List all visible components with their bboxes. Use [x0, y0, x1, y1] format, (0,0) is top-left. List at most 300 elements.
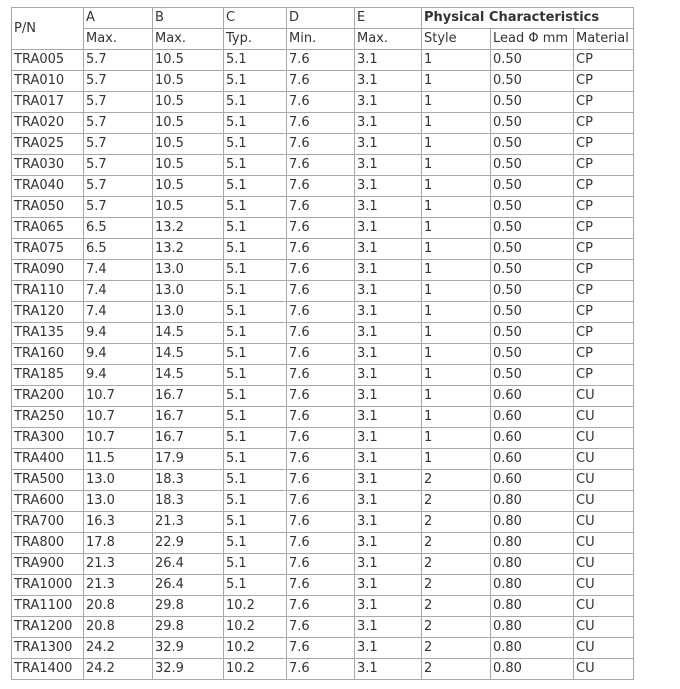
- material-cell: CU: [574, 449, 634, 470]
- a-max-cell: 17.8: [84, 533, 153, 554]
- e-max-cell: 3.1: [355, 596, 422, 617]
- material-cell: CU: [574, 659, 634, 680]
- d-min-cell: 7.6: [287, 512, 355, 533]
- table-row: [12, 512, 634, 533]
- col-c-header: C: [224, 8, 287, 29]
- a-max-cell: 10.7: [84, 386, 153, 407]
- pn-cell: TRA1000: [12, 575, 84, 596]
- b-max-cell: 10.5: [153, 92, 224, 113]
- b-max-cell: 16.7: [153, 428, 224, 449]
- style-cell: 1: [422, 155, 491, 176]
- style-cell: 2: [422, 659, 491, 680]
- material-cell: CP: [574, 323, 634, 344]
- a-max-cell: 9.4: [84, 323, 153, 344]
- d-min-cell: 7.6: [287, 365, 355, 386]
- e-max-cell: 3.1: [355, 50, 422, 71]
- table-row: [12, 428, 634, 449]
- d-min-cell: 7.6: [287, 197, 355, 218]
- style-cell: 1: [422, 428, 491, 449]
- c-typ-cell: 5.1: [224, 71, 287, 92]
- table-row: [12, 71, 634, 92]
- pn-cell: TRA1100: [12, 596, 84, 617]
- b-max-cell: 16.7: [153, 407, 224, 428]
- a-max-cell: 6.5: [84, 239, 153, 260]
- lead-cell: 0.50: [491, 365, 574, 386]
- a-max-cell: 20.8: [84, 617, 153, 638]
- table-header: [12, 8, 634, 50]
- e-max-cell: 3.1: [355, 323, 422, 344]
- c-typ-cell: 5.1: [224, 428, 287, 449]
- pn-cell: TRA120: [12, 302, 84, 323]
- style-cell: 2: [422, 575, 491, 596]
- b-max-cell: 29.8: [153, 596, 224, 617]
- lead-header: Lead Φ mm: [491, 29, 574, 50]
- c-typ-cell: 5.1: [224, 533, 287, 554]
- c-typ-cell: 5.1: [224, 239, 287, 260]
- col-b-subheader: Max.: [153, 29, 224, 50]
- lead-cell: 0.50: [491, 197, 574, 218]
- c-typ-cell: 5.1: [224, 176, 287, 197]
- c-typ-cell: 5.1: [224, 365, 287, 386]
- b-max-cell: 10.5: [153, 71, 224, 92]
- table-row: [12, 449, 634, 470]
- style-cell: 2: [422, 533, 491, 554]
- pn-cell: TRA050: [12, 197, 84, 218]
- pn-header: P/N: [12, 8, 84, 50]
- lead-cell: 0.80: [491, 512, 574, 533]
- table-row: [12, 554, 634, 575]
- style-cell: 2: [422, 470, 491, 491]
- b-max-cell: 13.0: [153, 281, 224, 302]
- d-min-cell: 7.6: [287, 344, 355, 365]
- b-max-cell: 13.0: [153, 260, 224, 281]
- col-a-subheader: Max.: [84, 29, 153, 50]
- a-max-cell: 6.5: [84, 218, 153, 239]
- material-cell: CU: [574, 575, 634, 596]
- col-b-header: B: [153, 8, 224, 29]
- d-min-cell: 7.6: [287, 260, 355, 281]
- style-cell: 1: [422, 176, 491, 197]
- b-max-cell: 13.2: [153, 218, 224, 239]
- col-e-subheader: Max.: [355, 29, 422, 50]
- material-cell: CP: [574, 302, 634, 323]
- b-max-cell: 32.9: [153, 659, 224, 680]
- pn-cell: TRA700: [12, 512, 84, 533]
- style-cell: 2: [422, 638, 491, 659]
- style-cell: 2: [422, 596, 491, 617]
- e-max-cell: 3.1: [355, 239, 422, 260]
- a-max-cell: 5.7: [84, 134, 153, 155]
- e-max-cell: 3.1: [355, 554, 422, 575]
- pn-cell: TRA300: [12, 428, 84, 449]
- a-max-cell: 5.7: [84, 92, 153, 113]
- e-max-cell: 3.1: [355, 281, 422, 302]
- pn-cell: TRA400: [12, 449, 84, 470]
- e-max-cell: 3.1: [355, 659, 422, 680]
- a-max-cell: 20.8: [84, 596, 153, 617]
- e-max-cell: 3.1: [355, 218, 422, 239]
- a-max-cell: 24.2: [84, 659, 153, 680]
- b-max-cell: 22.9: [153, 533, 224, 554]
- pn-cell: TRA090: [12, 260, 84, 281]
- a-max-cell: 10.7: [84, 407, 153, 428]
- material-cell: CU: [574, 533, 634, 554]
- e-max-cell: 3.1: [355, 134, 422, 155]
- material-cell: CP: [574, 134, 634, 155]
- material-cell: CP: [574, 176, 634, 197]
- pn-cell: TRA500: [12, 470, 84, 491]
- table-row: [12, 155, 634, 176]
- a-max-cell: 5.7: [84, 155, 153, 176]
- table-row: [12, 533, 634, 554]
- table-row: [12, 344, 634, 365]
- a-max-cell: 16.3: [84, 512, 153, 533]
- pn-cell: TRA010: [12, 71, 84, 92]
- material-cell: CU: [574, 386, 634, 407]
- material-header: Material: [574, 29, 634, 50]
- table-row: [12, 638, 634, 659]
- b-max-cell: 26.4: [153, 554, 224, 575]
- material-cell: CP: [574, 239, 634, 260]
- material-cell: CP: [574, 71, 634, 92]
- c-typ-cell: 5.1: [224, 218, 287, 239]
- d-min-cell: 7.6: [287, 134, 355, 155]
- c-typ-cell: 5.1: [224, 302, 287, 323]
- b-max-cell: 10.5: [153, 50, 224, 71]
- a-max-cell: 9.4: [84, 344, 153, 365]
- b-max-cell: 32.9: [153, 638, 224, 659]
- c-typ-cell: 10.2: [224, 617, 287, 638]
- c-typ-cell: 5.1: [224, 155, 287, 176]
- lead-cell: 0.80: [491, 533, 574, 554]
- d-min-cell: 7.6: [287, 491, 355, 512]
- lead-cell: 0.60: [491, 470, 574, 491]
- style-header: Style: [422, 29, 491, 50]
- b-max-cell: 14.5: [153, 344, 224, 365]
- e-max-cell: 3.1: [355, 176, 422, 197]
- d-min-cell: 7.6: [287, 638, 355, 659]
- col-d-subheader: Min.: [287, 29, 355, 50]
- pn-cell: TRA600: [12, 491, 84, 512]
- material-cell: CU: [574, 596, 634, 617]
- lead-cell: 0.60: [491, 428, 574, 449]
- material-cell: CU: [574, 470, 634, 491]
- e-max-cell: 3.1: [355, 491, 422, 512]
- e-max-cell: 3.1: [355, 386, 422, 407]
- d-min-cell: 7.6: [287, 533, 355, 554]
- table-row: [12, 386, 634, 407]
- material-cell: CU: [574, 491, 634, 512]
- style-cell: 1: [422, 323, 491, 344]
- e-max-cell: 3.1: [355, 92, 422, 113]
- pn-cell: TRA1200: [12, 617, 84, 638]
- lead-cell: 0.50: [491, 134, 574, 155]
- pn-cell: TRA185: [12, 365, 84, 386]
- c-typ-cell: 5.1: [224, 491, 287, 512]
- style-cell: 1: [422, 134, 491, 155]
- material-cell: CU: [574, 512, 634, 533]
- a-max-cell: 5.7: [84, 197, 153, 218]
- material-cell: CP: [574, 92, 634, 113]
- b-max-cell: 14.5: [153, 365, 224, 386]
- style-cell: 1: [422, 449, 491, 470]
- material-cell: CP: [574, 344, 634, 365]
- lead-cell: 0.50: [491, 92, 574, 113]
- d-min-cell: 7.6: [287, 596, 355, 617]
- physical-characteristics-header: Physical Characteristics: [422, 8, 634, 29]
- table-row: [12, 470, 634, 491]
- c-typ-cell: 5.1: [224, 344, 287, 365]
- col-a-header: A: [84, 8, 153, 29]
- e-max-cell: 3.1: [355, 365, 422, 386]
- pn-cell: TRA160: [12, 344, 84, 365]
- table-row: [12, 260, 634, 281]
- e-max-cell: 3.1: [355, 512, 422, 533]
- specifications-table: [11, 7, 634, 680]
- lead-cell: 0.60: [491, 386, 574, 407]
- style-cell: 1: [422, 71, 491, 92]
- d-min-cell: 7.6: [287, 386, 355, 407]
- header-row-2: [12, 29, 634, 50]
- e-max-cell: 3.1: [355, 575, 422, 596]
- lead-cell: 0.80: [491, 554, 574, 575]
- d-min-cell: 7.6: [287, 113, 355, 134]
- style-cell: 1: [422, 344, 491, 365]
- e-max-cell: 3.1: [355, 155, 422, 176]
- pn-cell: TRA005: [12, 50, 84, 71]
- table-row: [12, 659, 634, 680]
- a-max-cell: 21.3: [84, 554, 153, 575]
- c-typ-cell: 5.1: [224, 281, 287, 302]
- c-typ-cell: 10.2: [224, 638, 287, 659]
- c-typ-cell: 5.1: [224, 134, 287, 155]
- table-row: [12, 134, 634, 155]
- table-row: [12, 92, 634, 113]
- e-max-cell: 3.1: [355, 470, 422, 491]
- table-row: [12, 239, 634, 260]
- col-d-header: D: [287, 8, 355, 29]
- b-max-cell: 10.5: [153, 113, 224, 134]
- pn-cell: TRA110: [12, 281, 84, 302]
- material-cell: CP: [574, 197, 634, 218]
- a-max-cell: 5.7: [84, 50, 153, 71]
- lead-cell: 0.50: [491, 176, 574, 197]
- lead-cell: 0.50: [491, 344, 574, 365]
- table-row: [12, 617, 634, 638]
- a-max-cell: 7.4: [84, 281, 153, 302]
- material-cell: CP: [574, 260, 634, 281]
- b-max-cell: 29.8: [153, 617, 224, 638]
- style-cell: 1: [422, 50, 491, 71]
- style-cell: 1: [422, 407, 491, 428]
- e-max-cell: 3.1: [355, 260, 422, 281]
- pn-cell: TRA135: [12, 323, 84, 344]
- table-row: [12, 302, 634, 323]
- d-min-cell: 7.6: [287, 218, 355, 239]
- lead-cell: 0.50: [491, 50, 574, 71]
- b-max-cell: 13.0: [153, 302, 224, 323]
- d-min-cell: 7.6: [287, 281, 355, 302]
- lead-cell: 0.50: [491, 239, 574, 260]
- c-typ-cell: 5.1: [224, 260, 287, 281]
- d-min-cell: 7.6: [287, 617, 355, 638]
- e-max-cell: 3.1: [355, 533, 422, 554]
- lead-cell: 0.80: [491, 491, 574, 512]
- e-max-cell: 3.1: [355, 617, 422, 638]
- c-typ-cell: 10.2: [224, 659, 287, 680]
- table-body: [12, 50, 634, 680]
- style-cell: 2: [422, 491, 491, 512]
- b-max-cell: 10.5: [153, 134, 224, 155]
- material-cell: CU: [574, 407, 634, 428]
- material-cell: CP: [574, 113, 634, 134]
- c-typ-cell: 10.2: [224, 596, 287, 617]
- c-typ-cell: 5.1: [224, 50, 287, 71]
- c-typ-cell: 5.1: [224, 449, 287, 470]
- b-max-cell: 21.3: [153, 512, 224, 533]
- d-min-cell: 7.6: [287, 239, 355, 260]
- lead-cell: 0.50: [491, 260, 574, 281]
- pn-cell: TRA030: [12, 155, 84, 176]
- col-e-header: E: [355, 8, 422, 29]
- material-cell: CU: [574, 554, 634, 575]
- table-row: [12, 365, 634, 386]
- pn-cell: TRA040: [12, 176, 84, 197]
- material-cell: CU: [574, 617, 634, 638]
- a-max-cell: 9.4: [84, 365, 153, 386]
- a-max-cell: 7.4: [84, 302, 153, 323]
- table-row: [12, 113, 634, 134]
- pn-cell: TRA1300: [12, 638, 84, 659]
- c-typ-cell: 5.1: [224, 470, 287, 491]
- d-min-cell: 7.6: [287, 176, 355, 197]
- col-c-subheader: Typ.: [224, 29, 287, 50]
- b-max-cell: 14.5: [153, 323, 224, 344]
- pn-cell: TRA900: [12, 554, 84, 575]
- material-cell: CP: [574, 50, 634, 71]
- lead-cell: 0.50: [491, 218, 574, 239]
- table-row: [12, 50, 634, 71]
- a-max-cell: 24.2: [84, 638, 153, 659]
- a-max-cell: 5.7: [84, 176, 153, 197]
- lead-cell: 0.50: [491, 323, 574, 344]
- d-min-cell: 7.6: [287, 155, 355, 176]
- lead-cell: 0.50: [491, 281, 574, 302]
- style-cell: 1: [422, 92, 491, 113]
- d-min-cell: 7.6: [287, 323, 355, 344]
- table-row: [12, 281, 634, 302]
- d-min-cell: 7.6: [287, 554, 355, 575]
- a-max-cell: 13.0: [84, 470, 153, 491]
- d-min-cell: 7.6: [287, 407, 355, 428]
- b-max-cell: 18.3: [153, 470, 224, 491]
- e-max-cell: 3.1: [355, 302, 422, 323]
- d-min-cell: 7.6: [287, 302, 355, 323]
- c-typ-cell: 5.1: [224, 407, 287, 428]
- lead-cell: 0.80: [491, 638, 574, 659]
- style-cell: 1: [422, 260, 491, 281]
- material-cell: CP: [574, 365, 634, 386]
- style-cell: 1: [422, 239, 491, 260]
- lead-cell: 0.50: [491, 302, 574, 323]
- style-cell: 1: [422, 113, 491, 134]
- d-min-cell: 7.6: [287, 92, 355, 113]
- table-row: [12, 575, 634, 596]
- b-max-cell: 16.7: [153, 386, 224, 407]
- b-max-cell: 10.5: [153, 197, 224, 218]
- e-max-cell: 3.1: [355, 638, 422, 659]
- c-typ-cell: 5.1: [224, 92, 287, 113]
- c-typ-cell: 5.1: [224, 386, 287, 407]
- material-cell: CP: [574, 155, 634, 176]
- pn-cell: TRA200: [12, 386, 84, 407]
- c-typ-cell: 5.1: [224, 197, 287, 218]
- d-min-cell: 7.6: [287, 428, 355, 449]
- material-cell: CU: [574, 638, 634, 659]
- lead-cell: 0.50: [491, 71, 574, 92]
- pn-cell: TRA250: [12, 407, 84, 428]
- a-max-cell: 7.4: [84, 260, 153, 281]
- d-min-cell: 7.6: [287, 470, 355, 491]
- pn-cell: TRA1400: [12, 659, 84, 680]
- e-max-cell: 3.1: [355, 428, 422, 449]
- lead-cell: 0.80: [491, 659, 574, 680]
- style-cell: 2: [422, 617, 491, 638]
- lead-cell: 0.80: [491, 596, 574, 617]
- lead-cell: 0.80: [491, 575, 574, 596]
- d-min-cell: 7.6: [287, 71, 355, 92]
- pn-cell: TRA800: [12, 533, 84, 554]
- table-row: [12, 491, 634, 512]
- e-max-cell: 3.1: [355, 344, 422, 365]
- a-max-cell: 11.5: [84, 449, 153, 470]
- style-cell: 1: [422, 302, 491, 323]
- style-cell: 1: [422, 386, 491, 407]
- e-max-cell: 3.1: [355, 449, 422, 470]
- material-cell: CU: [574, 428, 634, 449]
- lead-cell: 0.60: [491, 407, 574, 428]
- table-row: [12, 596, 634, 617]
- c-typ-cell: 5.1: [224, 323, 287, 344]
- b-max-cell: 26.4: [153, 575, 224, 596]
- e-max-cell: 3.1: [355, 113, 422, 134]
- pn-cell: TRA017: [12, 92, 84, 113]
- e-max-cell: 3.1: [355, 71, 422, 92]
- material-cell: CP: [574, 218, 634, 239]
- d-min-cell: 7.6: [287, 659, 355, 680]
- c-typ-cell: 5.1: [224, 512, 287, 533]
- style-cell: 1: [422, 365, 491, 386]
- b-max-cell: 10.5: [153, 176, 224, 197]
- pn-cell: TRA025: [12, 134, 84, 155]
- pn-cell: TRA065: [12, 218, 84, 239]
- d-min-cell: 7.6: [287, 449, 355, 470]
- lead-cell: 0.50: [491, 113, 574, 134]
- e-max-cell: 3.1: [355, 407, 422, 428]
- table-row: [12, 197, 634, 218]
- c-typ-cell: 5.1: [224, 113, 287, 134]
- a-max-cell: 13.0: [84, 491, 153, 512]
- a-max-cell: 5.7: [84, 113, 153, 134]
- header-row-1: [12, 8, 634, 29]
- style-cell: 2: [422, 554, 491, 575]
- a-max-cell: 5.7: [84, 71, 153, 92]
- table-row: [12, 218, 634, 239]
- c-typ-cell: 5.1: [224, 554, 287, 575]
- lead-cell: 0.50: [491, 155, 574, 176]
- table-row: [12, 407, 634, 428]
- d-min-cell: 7.6: [287, 50, 355, 71]
